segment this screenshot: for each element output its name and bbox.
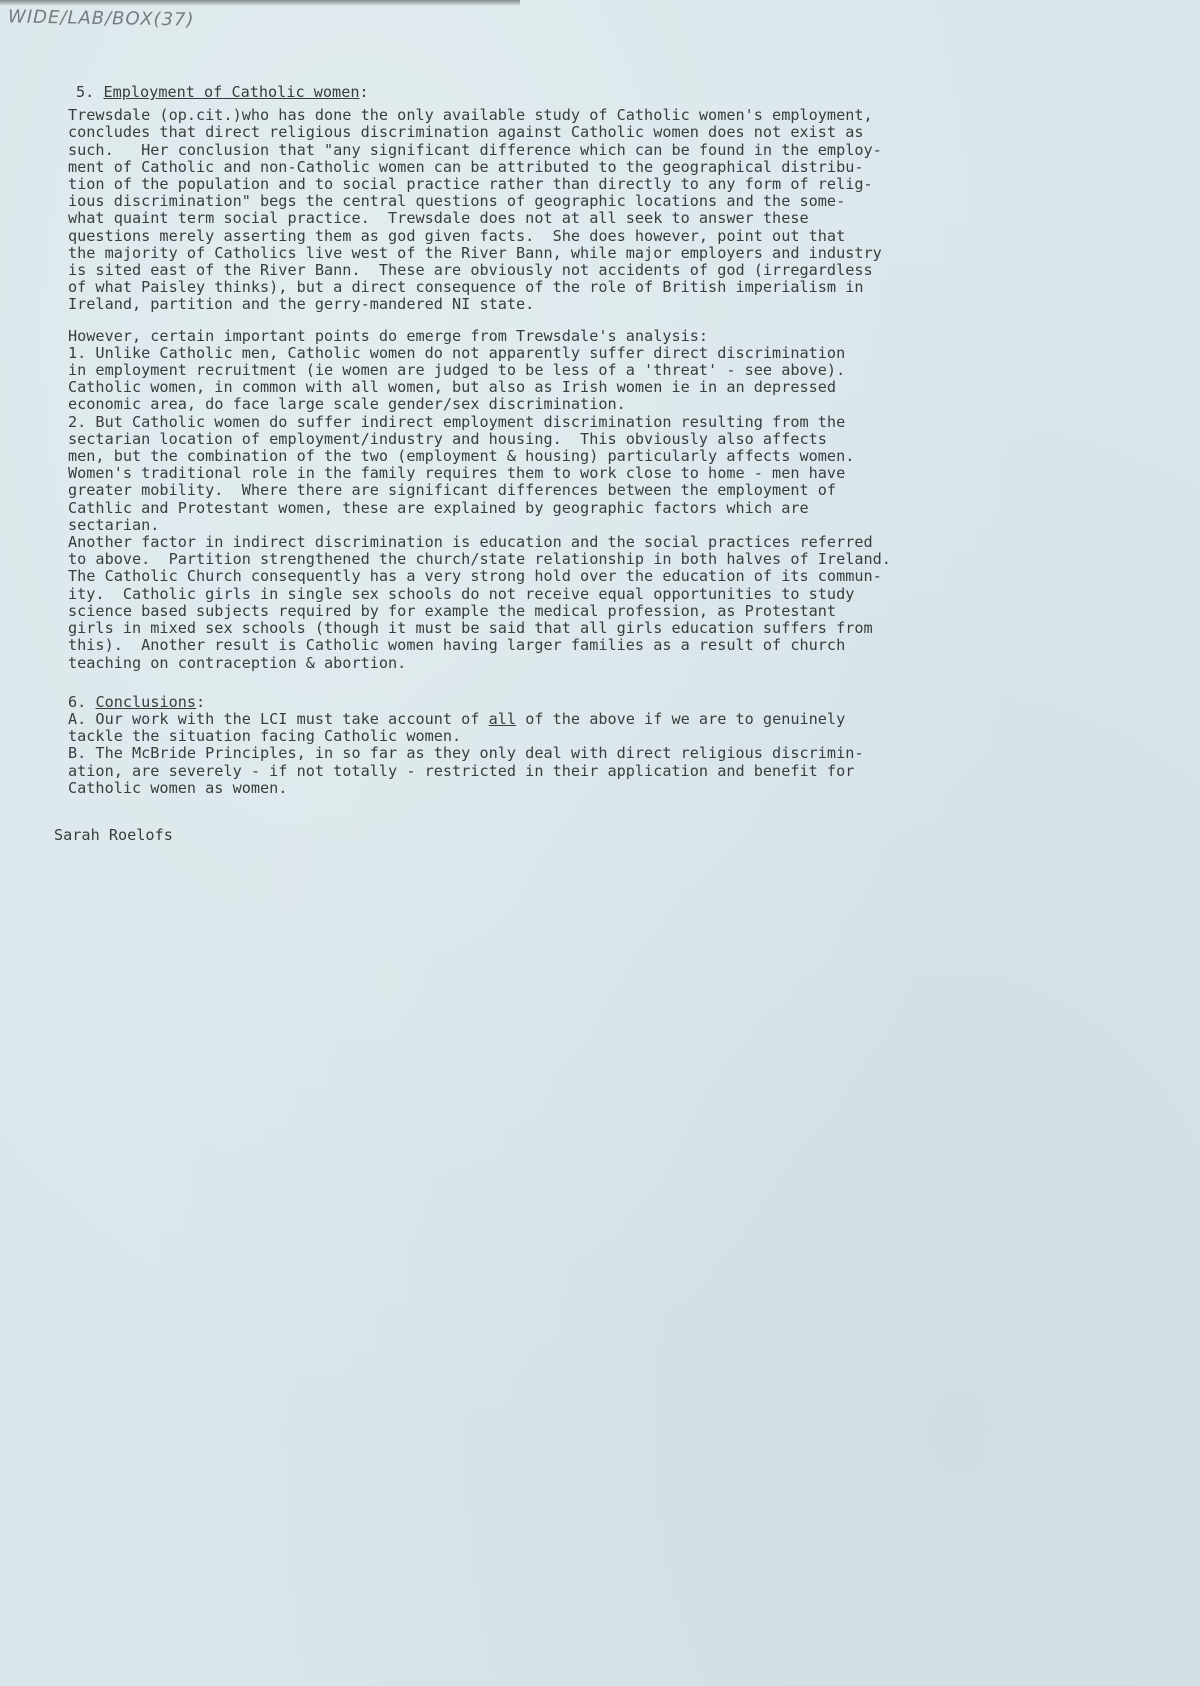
text-line: 1. Unlike Catholic men, Catholic women do not apparently suffer direct discrimination — [68, 343, 846, 362]
text-line: girls in mixed sex schools (though it must be said that all girls education suffers from — [68, 619, 873, 638]
conclusion-b-line: ation, are severely - if not totally - restricted in their application and benefit for — [68, 761, 855, 780]
section-5-title: Employment of Catholic women — [103, 83, 360, 101]
text-line: ious discrimination" begs the central questions of geographic locations and the some- — [68, 192, 846, 211]
text-line: of what Paisley thinks), but a direct consequence of the role of British imperialism in — [68, 278, 864, 297]
text-line: the majority of Catholics live west of the River Bann, while major employers and industry — [68, 243, 882, 262]
text-line: The Catholic Church consequently has a very strong hold over the education of its commun- — [68, 567, 882, 586]
conclusion-a-continuation: tackle the situation facing Catholic women. — [68, 727, 462, 746]
text-line: science based subjects required by for example the medical profession, as Protestant — [68, 601, 837, 620]
text-line: Trewsdale (op.cit.)who has done the only available study of Catholic women's employment, — [68, 106, 873, 125]
section-6-colon: : — [196, 692, 206, 711]
text-line: Catholic women, in common with all women, but also as Irish women ie in an depressed — [68, 378, 837, 397]
section-5-heading — [76, 84, 1164, 101]
paragraph-gap — [68, 314, 1164, 328]
text-line: economic area, do face large scale gender/sex discrimination. — [68, 395, 626, 414]
text-line: questions merely asserting them as god given facts. She does however, point out that — [68, 226, 846, 245]
author-signature: Sarah Roelofs — [54, 825, 173, 844]
conclusion-a-text-end: of the above if we are to genuinely — [516, 709, 846, 728]
text-line: to above. Partition strengthened the church/state relationship in both halves of Ireland. — [68, 550, 891, 569]
text-line: Cathlic and Protestant women, these are explained by geographic factors which are — [68, 498, 809, 517]
text-line: greater mobility. Where there are significant differences between the employment of — [68, 481, 837, 500]
section-gap — [68, 672, 1164, 694]
section-5-number: 5. — [76, 83, 95, 101]
section-5-colon: : — [359, 83, 369, 101]
text-line: sectarian. — [68, 515, 160, 534]
text-line: sectarian location of employment/industry and housing. This obviously also affects — [68, 429, 827, 448]
text-line: this). Another result is Catholic women having larger families as a result of church — [68, 636, 846, 655]
text-line: in employment recruitment (ie women are judged to be less of a 'threat' - see above). — [68, 361, 846, 380]
text-line: teaching on contraception & abortion. — [68, 653, 407, 672]
section-6-title: Conclusions — [95, 692, 197, 711]
text-line: what quaint term social practice. Trewsdale does not at all seek to answer these — [68, 209, 809, 228]
conclusion-b-line: Catholic women as women. — [68, 778, 288, 797]
conclusion-a-text-start: A. Our work with the LCI must take account of — [68, 709, 489, 728]
document-body — [54, 83, 1164, 844]
section-6-number: 6. — [68, 692, 87, 711]
text-line: Another factor in indirect discrimination is education and the social practices referred — [68, 533, 873, 552]
text-line: such. Her conclusion that "any significant difference which can be found in the employ- — [68, 140, 882, 159]
text-line: Women's traditional role in the family requires them to work close to home - men have — [68, 464, 846, 483]
section-5-paragraph-2 — [68, 328, 1164, 672]
conclusion-a-emphasis: all — [488, 709, 517, 728]
conclusion-a — [68, 711, 1164, 728]
text-line: Ireland, partition and the gerry-mandered NI state. — [68, 295, 535, 314]
text-line: concludes that direct religious discrimination against Catholic women does not exist as — [68, 123, 864, 142]
binding-shadow — [0, 0, 520, 6]
text-line: ment of Catholic and non-Catholic women can be attributed to the geographical distribu- — [68, 157, 864, 176]
text-line: ity. Catholic girls in single sex schools do not receive equal opportunities to study — [68, 584, 855, 603]
text-line: However, certain important points do emerge from Trewsdale's analysis: — [68, 326, 709, 345]
text-line: is sited east of the River Bann. These are obviously not accidents of god (irregardless — [68, 261, 873, 280]
archive-reference: WIDE/LAB/BOX(37) — [7, 6, 195, 31]
conclusions-list — [68, 711, 1164, 797]
text-line: tion of the population and to social practice rather than directly to any form of relig- — [68, 175, 873, 194]
section-6-heading — [68, 694, 1164, 711]
text-line: 2. But Catholic women do suffer indirect employment discrimination resulting from the — [68, 412, 846, 431]
section-5-paragraph-1 — [68, 107, 1164, 313]
conclusion-b-line: B. The McBride Principles, in so far as they only deal with direct religious discrimin- — [68, 744, 864, 763]
text-line: men, but the combination of the two (employment & housing) particularly affects women. — [68, 447, 855, 466]
